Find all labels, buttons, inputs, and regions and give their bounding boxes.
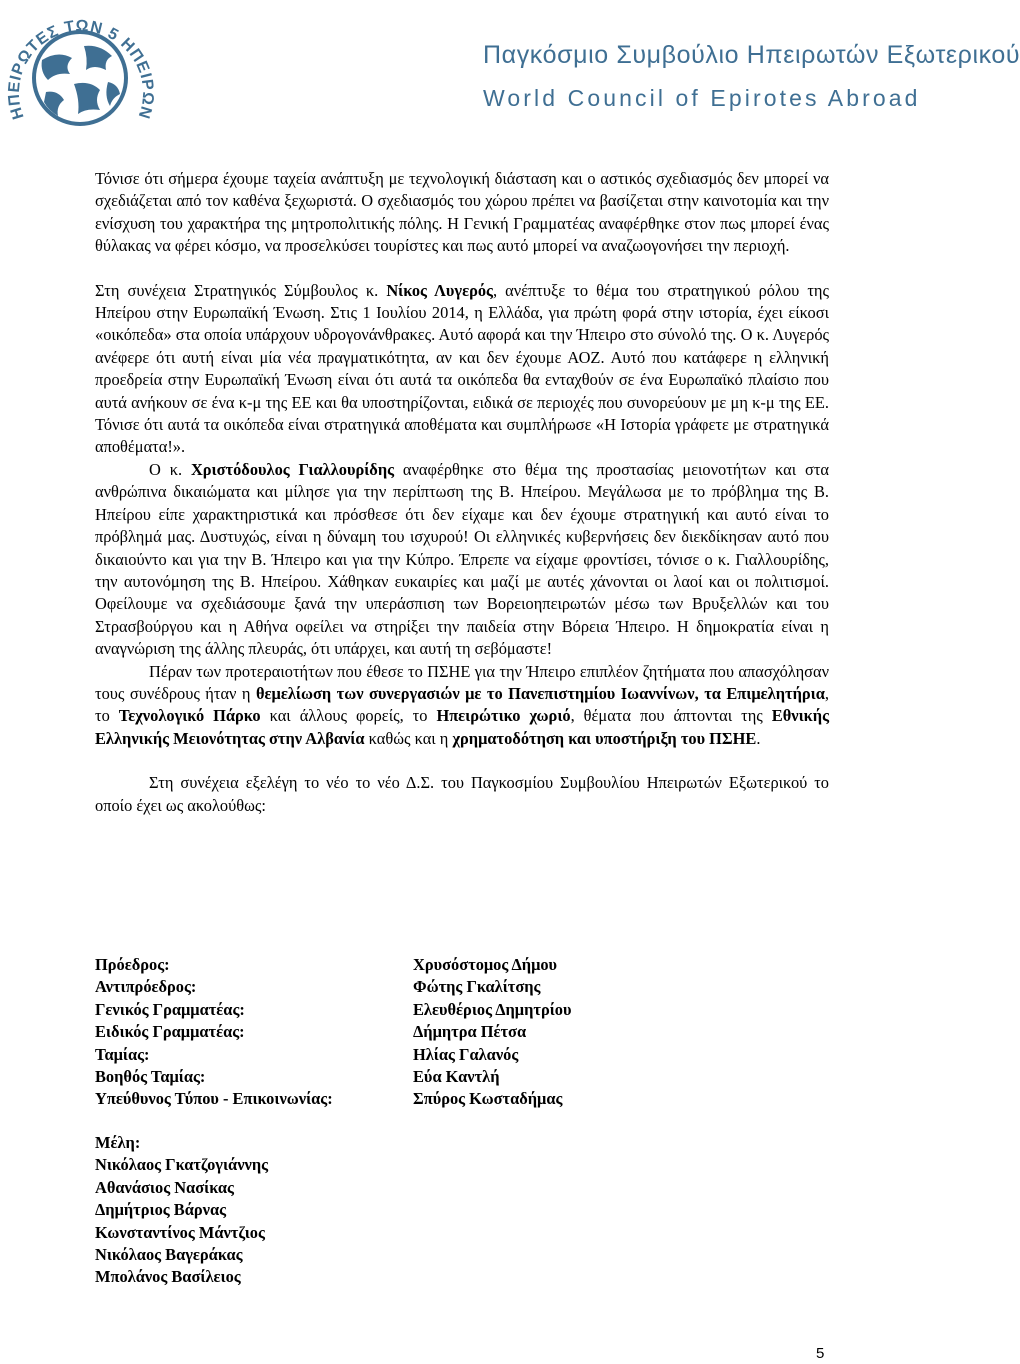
organization-title <box>483 40 1020 113</box>
p4-text-i: καθώς και η <box>364 728 453 748</box>
p2-text-c: , ανέπτυξε το θέμα του στρατηγικού ρόλου της Ηπείρου στην Ευρωπαϊκή Ένωση. Στις 1 Ιουλίου 2014, η Ελλάδα, για πρώτη φορά στην ιστορία, έχει είκοσι «οικόπεδα» στα οποία υπάρχουν υδρογονάνθρακες. Αυτό αφορά και την Ήπειρο στο σύνολό της. Ο κ. Λυγερός ανέφερε ότι αυτή είναι μία νέα πραγματικότητα, αν και δεν έχουμε ΑΟΖ. Αυτό που κατάφερε η ελληνική προεδρεία στην Ευρωπαϊκή Ένωση είναι ότι αυτά τα οικόπεδα θα ενταχθούν σε ένα Ευρωπαϊκό πλαίσιο που αυτά ανήκουν σε ένα κ-μ της ΕΕ και θα υποστηρίζονται, ειδικά σε περιοχές που συνορεύουν με μη κ-μ της ΕΕ. Τόνισε ότι αυτά τα οικόπεδα είναι στρατηγικά αποθέματα και συμπλήρωσε «Η Ιστορία γράφετε με στρατηγικά αποθέματα!». <box>95 280 829 457</box>
page-number: 5 <box>816 1345 825 1362</box>
board-row <box>95 954 572 976</box>
board-row <box>95 976 572 998</box>
paragraph-election: Στη συνέχεια εξελέγη το νέο το νέο Δ.Σ. του Παγκοσμίου Συμβουλίου Ηπειρωτών Εξωτερικού το οποίο έχει ως ακολούθως: <box>95 773 829 815</box>
p4-text-a: Πέραν των προτεραιοτήτων που έθεσε το ΠΣΗΕ για την Ήπειρο επιπλέον ζητήματα που απασχόλησαν τους συνέδρους ήταν η <box>95 661 829 703</box>
board-row <box>95 1088 572 1110</box>
board-member-name: Δήμητρα Πέτσα <box>413 1022 527 1042</box>
members-list <box>95 1132 268 1289</box>
board-row <box>95 1021 572 1043</box>
p2-text-a: Στη συνέχεια Στρατηγικός Σύμβουλος κ. <box>95 280 387 300</box>
board-role: Ειδικός Γραμματέας: <box>95 1022 245 1042</box>
p3-speaker-name: Χριστόδουλος Γιαλλουρίδης <box>190 459 395 479</box>
paragraph-giallouridis <box>95 459 829 661</box>
board-member-name: Σπύρος Κωσταδήμας <box>413 1089 563 1109</box>
p4-bold-d: Τεχνολογικό Πάρκο <box>118 706 261 726</box>
board-role: Γενικός Γραμματέας: <box>95 999 245 1019</box>
board-role: Πρόεδρος: <box>95 955 170 974</box>
p4-bold-j: χρηματοδότηση και υποστήριξη του ΠΣΗΕ <box>452 728 757 748</box>
board-member-name: Χρυσόστομος Δήμου <box>413 955 558 974</box>
board-role: Βοηθός Ταμίας: <box>95 1067 206 1087</box>
board-member-name: Ελευθέριος Δημητρίου <box>413 999 572 1019</box>
p2-speaker-name: Νίκος Λυγερός <box>386 280 493 300</box>
board-member-name: Εύα Καντλή <box>413 1067 500 1087</box>
board-role: Υπεύθυνος Τύπου - Επικοινωνίας: <box>95 1089 333 1109</box>
board-list <box>95 954 572 1111</box>
p3-text-a: Ο κ. <box>149 459 191 479</box>
board-role: Ταμίας: <box>95 1044 150 1064</box>
member-name: Δημήτριος Βάρνας <box>95 1200 227 1220</box>
paragraph-urban-planning: Τόνισε ότι σήμερα έχουμε ταχεία ανάπτυξη με τεχνολογική διάσταση και ο αστικός σχεδιασμός δεν μπορεί να σχεδιάζεται από τον καθένα ξεχωριστά. Ο σχεδιασμός του χώρου πρέπει να βασίζεται στην καινοτομία και την ενίσχυση του χαρακτήρα της μητροπολιτικής πόλης. Η Γενική Γραμματέας αναφέρθηκε στον πως μπορεί ένας θύλακας να φέρει κόσμο, να προσελκύσει τουρίστες και πως αυτό μπορεί να αναζωογονήσει την περιοχή. <box>95 169 829 256</box>
board-role: Αντιπρόεδρος: <box>95 977 197 997</box>
p4-text-g: , θέματα που άπτονται της <box>570 706 772 726</box>
org-name-english: World Council of Epirotes Abroad <box>483 85 921 111</box>
board-row <box>95 999 572 1021</box>
letterhead <box>0 0 1020 160</box>
p4-bold-f: Ηπειρώτικο χωριό <box>436 706 571 726</box>
member-name: Νικόλαος Βαγεράκας <box>95 1245 243 1265</box>
paragraph-lygeros <box>95 280 829 459</box>
board-row <box>95 1044 572 1066</box>
globe-logo-icon <box>0 0 160 155</box>
board-row <box>95 1066 572 1088</box>
logo-circular-text: ΗΠΕΙΡΩΤΕΣ ΤΩΝ 5 ΗΠΕΙΡΩΝ <box>5 17 157 122</box>
p3-text-c: αναφέρθηκε στο θέμα της προστασίας μειονοτήτων και στα ανθρώπινα δικαιώματα και μίλησε για την περίπτωση της Β. Ηπείρου. Μεγάλωσα με το πρόβλημα της Β. Ηπείρου είπε χαρακτηριστικά και πρόσθεσε ότι δεν είχαμε και δεν έχουμε στρατηγική και αυτό είναι το πρόβλημά μας. Δυστυχώς, είναι η δύναμη του ισχυρού! Οι ελληνικές κυβερνήσεις δεν διεκδίκησαν αυτό που δικαιούντο και για την Β. Ήπειρο και για την Κύπρο. Έπρεπε να είχαμε φροντίσει, τόνισε ο κ. Γιαλλουρίδης, την αυτονόμηση της Β. Ηπείρου. Χάθηκαν ευκαιρίες και μαζί με αυτές χάνονται οι λαοί και οι πολιτισμοί. Οφείλουμε να σχεδιάσουμε ξανά την υπεράσπιση των Βορειοηπειρωτών μέσω των Βρυξελλών και του Στρασβούργου και η Αθήνα οφείλει να στηρίξει την παιδεία στην Βόρεια Ήπειρο. Η δημοκρατία είναι η αναγνώριση της άλλης πλευράς, ότι υπάρχει, και αυτή τη σεβόμαστε! <box>95 459 830 659</box>
paragraph-priorities <box>95 661 829 751</box>
member-name: Νικόλαος Γκατζογιάννης <box>95 1155 269 1175</box>
member-name: Κωνσταντίνος Μάντζιος <box>95 1222 265 1242</box>
board-member-name: Ηλίας Γαλανός <box>413 1044 519 1064</box>
p4-text-e: και άλλους φορείς, το <box>260 706 437 726</box>
member-name: Μπολάνος Βασίλειος <box>95 1267 241 1287</box>
members-label: Μέλη: <box>95 1133 141 1152</box>
document-body <box>95 168 829 817</box>
p4-bold-h: Εθνικής Ελληνικής Μειονότητας στην Αλβανία <box>95 706 829 748</box>
org-name-greek: Παγκόσμιο Συμβούλιο Ηπειρωτών Εξωτερικού <box>483 41 1020 69</box>
board-member-name: Φώτης Γκαλίτσης <box>413 977 541 997</box>
member-name: Αθανάσιος Νασίκας <box>95 1177 234 1197</box>
p4-text-c: , το <box>95 683 829 726</box>
p4-text-k: . <box>756 728 761 748</box>
p4-bold-b: θεμελίωση των συνεργασιών με το Πανεπιστημίου Ιωαννίνων, τα Επιμελητήρια <box>256 683 825 703</box>
